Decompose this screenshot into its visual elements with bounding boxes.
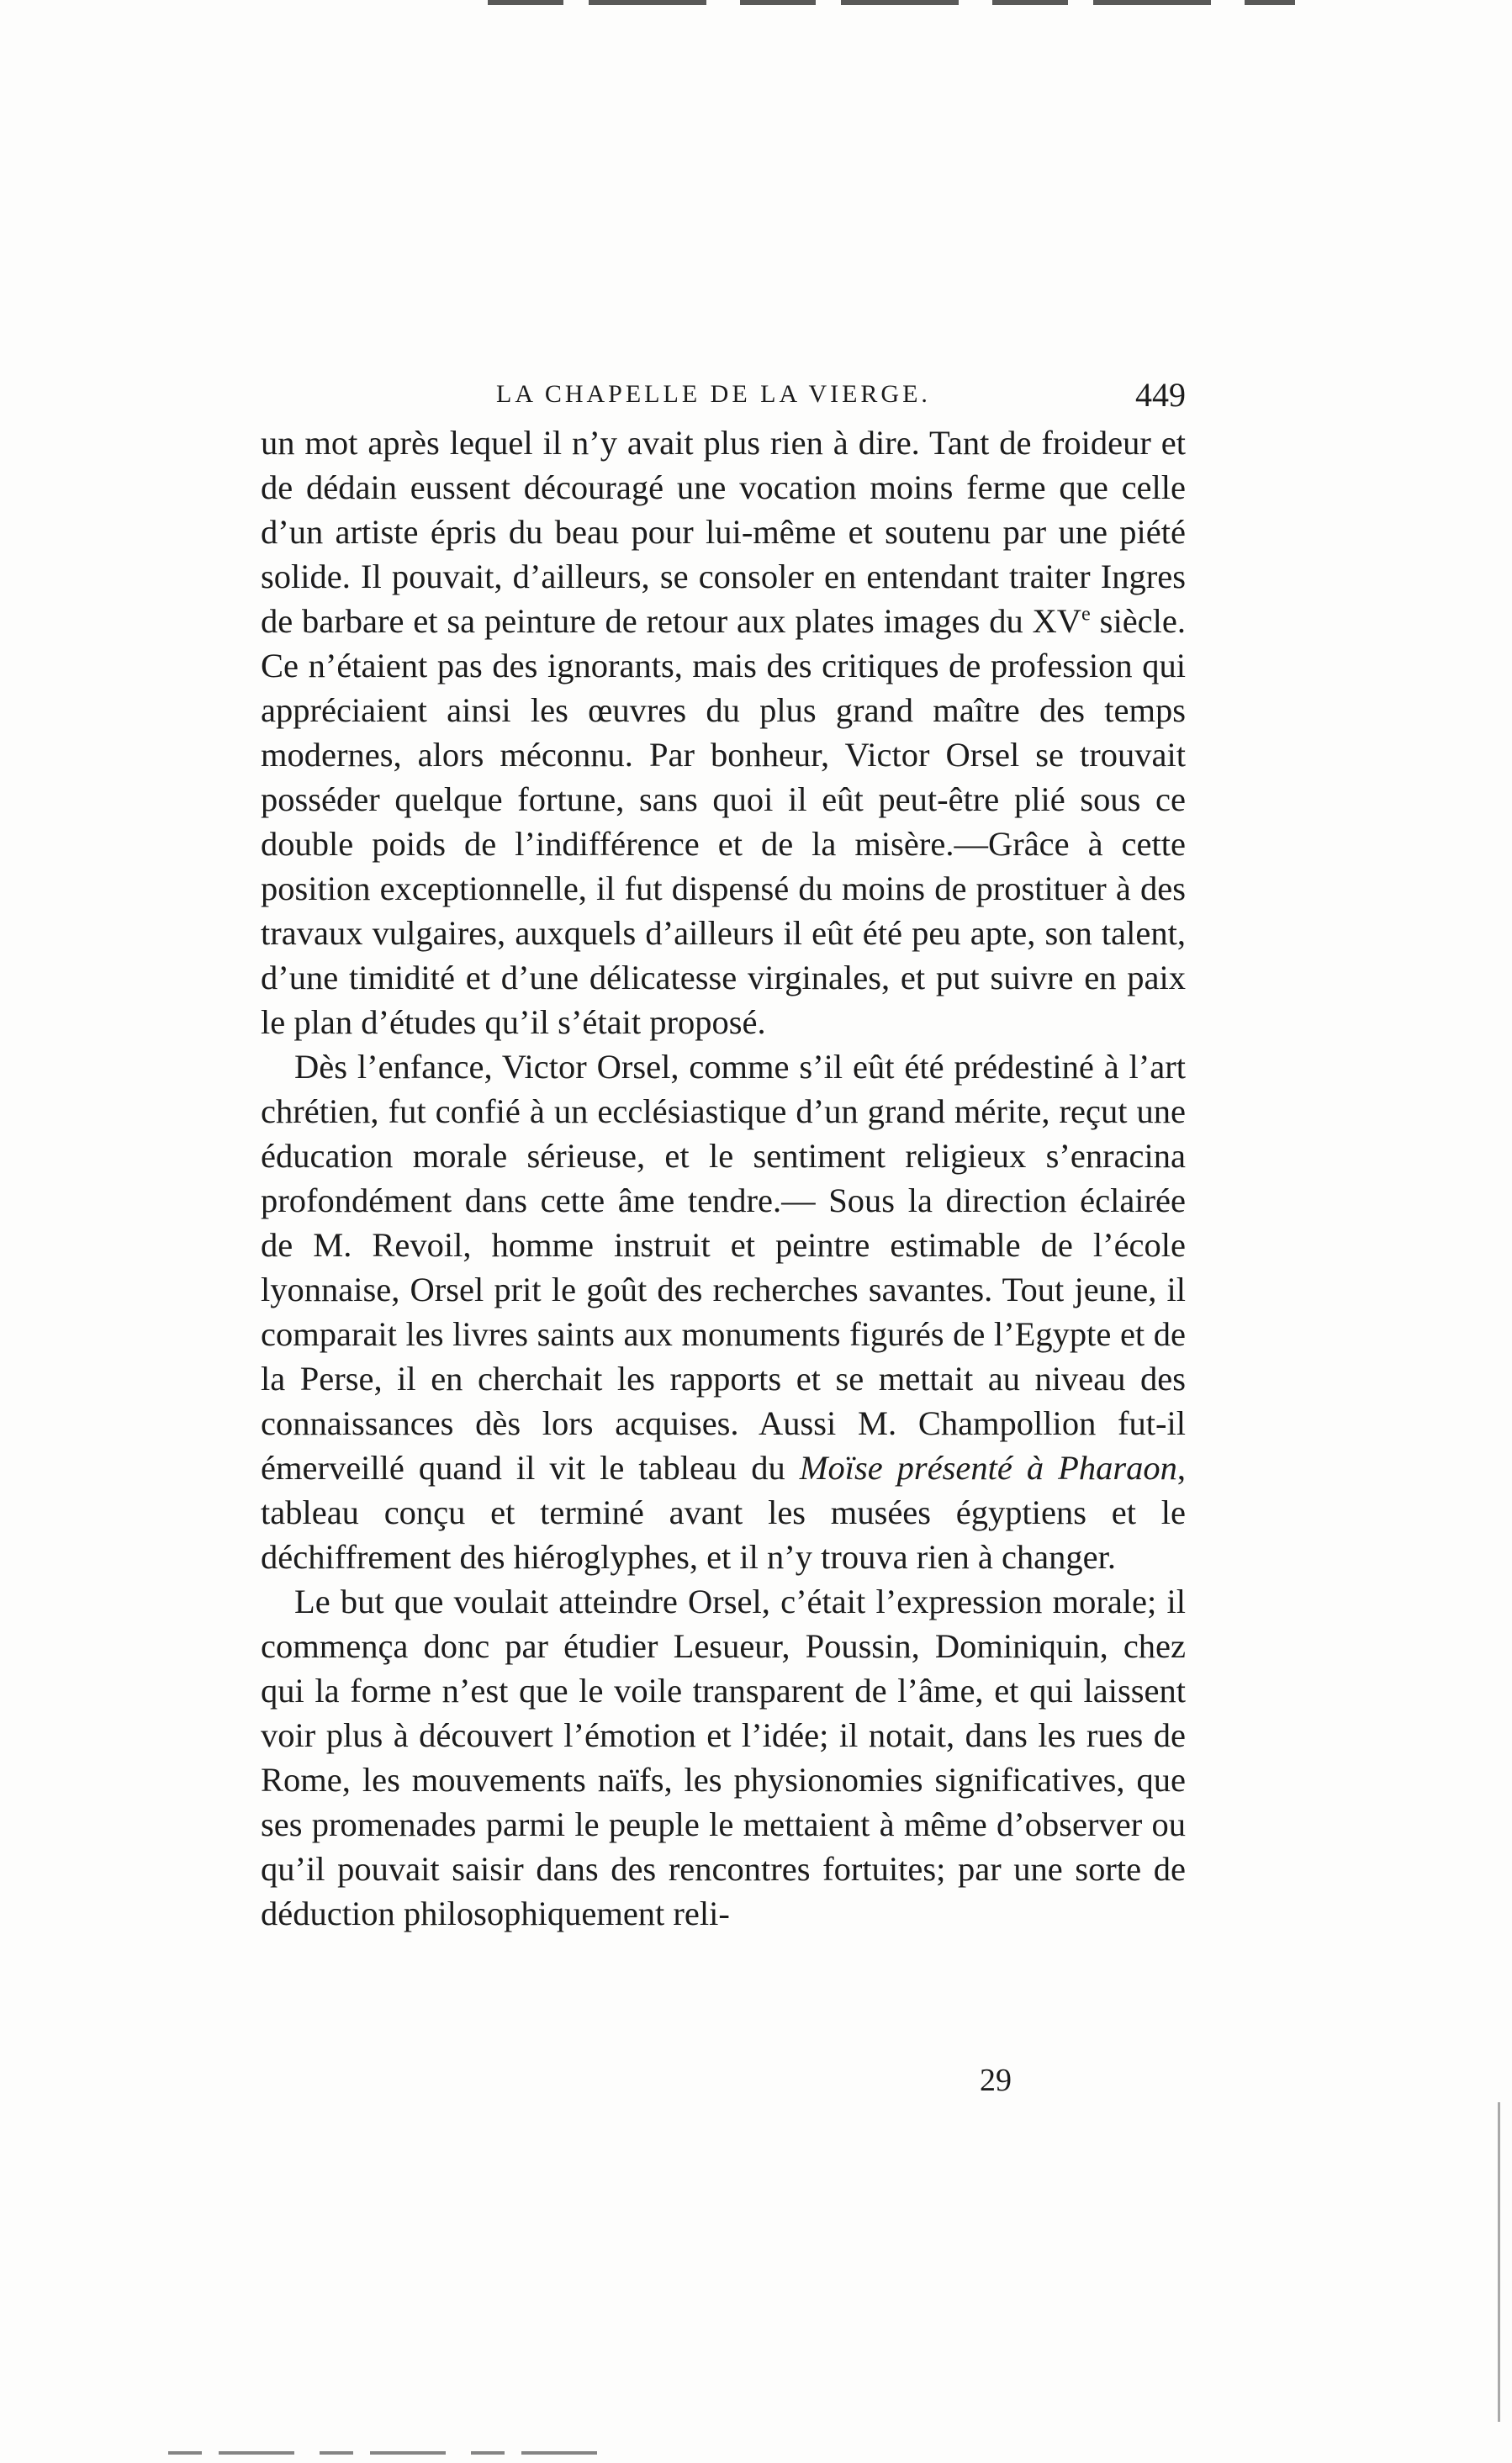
page-number: 449 — [1135, 376, 1186, 414]
body-text — [261, 420, 1186, 1936]
running-head — [261, 376, 1186, 420]
paragraph-3-text: Le but que voulait atteindre Orsel, c’était l’expression morale; il commença donc par étudier Lesueur, Poussin, Dominiquin, chez qui la forme n’est que le voile transparent de l’âme, et qui laissent voir plus à découvert l’émotion et l’idée; il notait, dans les rues de Rome, les mouvements naïfs, les physionomies significatives, que ses promenades parmi le peuple le mettaient à même d’observer ou qu’il pouvait saisir dans des rencontres fortuites; par une sorte de déduction philosophiquement reli- — [261, 1583, 1186, 1932]
paragraph-3 — [261, 1579, 1186, 1936]
running-title: LA CHAPELLE DE LA VIERGE. — [496, 380, 931, 408]
paragraph-2-text-a: Dès l’enfance, Victor Orsel, comme s’il eût été prédestiné à l’art chrétien, fut confié à un ecclésiastique d’un grand mérite, reçut une éducation morale sérieuse, et le sentiment religieux s’enracina profondément dans cette âme tendre.— Sous la direction éclairée de M. Revoil, homme instruit et peintre estimable de l’école lyonnaise, Orsel prit le goût des recherches savantes. Tout jeune, il comparait les livres saints aux monuments figurés de l’Egypte et de la Perse, il en cherchait les rapports et se mettait au niveau des connaissances dès lors acquises. Aussi M. Champollion fut-il émerveillé quand il vit le tableau du — [261, 1048, 1186, 1487]
paragraph-2-text-b: , tableau conçu et terminé avant les musées égyptiens et le déchiffrement des hiéroglyphes, et il n’y trouva rien à changer. — [261, 1449, 1186, 1576]
signature-mark: 29 — [980, 2063, 1012, 2098]
paragraph-1 — [261, 420, 1186, 1044]
paragraph-2 — [261, 1044, 1186, 1579]
scan-edge-top — [488, 0, 1295, 5]
century-superscript: e — [1081, 602, 1091, 626]
scan-edge-bottom — [168, 2451, 605, 2455]
paragraph-1-text-b: siècle. Ce n’étaient pas des ignorants, mais des critiques de profession qui appréciaient ainsi les œuvres du plus grand maître des temps modernes, alors méconnu. Par bonheur, Victor Orsel se trouvait posséder quelque fortune, sans quoi il eût peut-être plié sous ce double poids de l’indifférence et de la misère.—Grâce à cette position exceptionnelle, il fut dispensé du moins de prostituer à des travaux vulgaires, auxquels d’ailleurs il eût été peu apte, son talent, d’une timidité et d’une délicatesse virginales, et put suivre en paix le plan d’études qu’il s’était proposé. — [261, 602, 1186, 1041]
scan-edge-right — [1498, 2102, 1500, 2422]
painting-title: Moïse présenté à Pharaon — [799, 1449, 1177, 1487]
paragraph-1-text-a: un mot après lequel il n’y avait plus rien à dire. Tant de froideur et de dédain eussent découragé une vocation moins ferme que celle d’un artiste épris du beau pour lui-même et soutenu par une piété solide. Il pouvait, d’ailleurs, se consoler en entendant traiter Ingres de barbare et sa peinture de retour aux plates images du XV — [261, 424, 1186, 640]
